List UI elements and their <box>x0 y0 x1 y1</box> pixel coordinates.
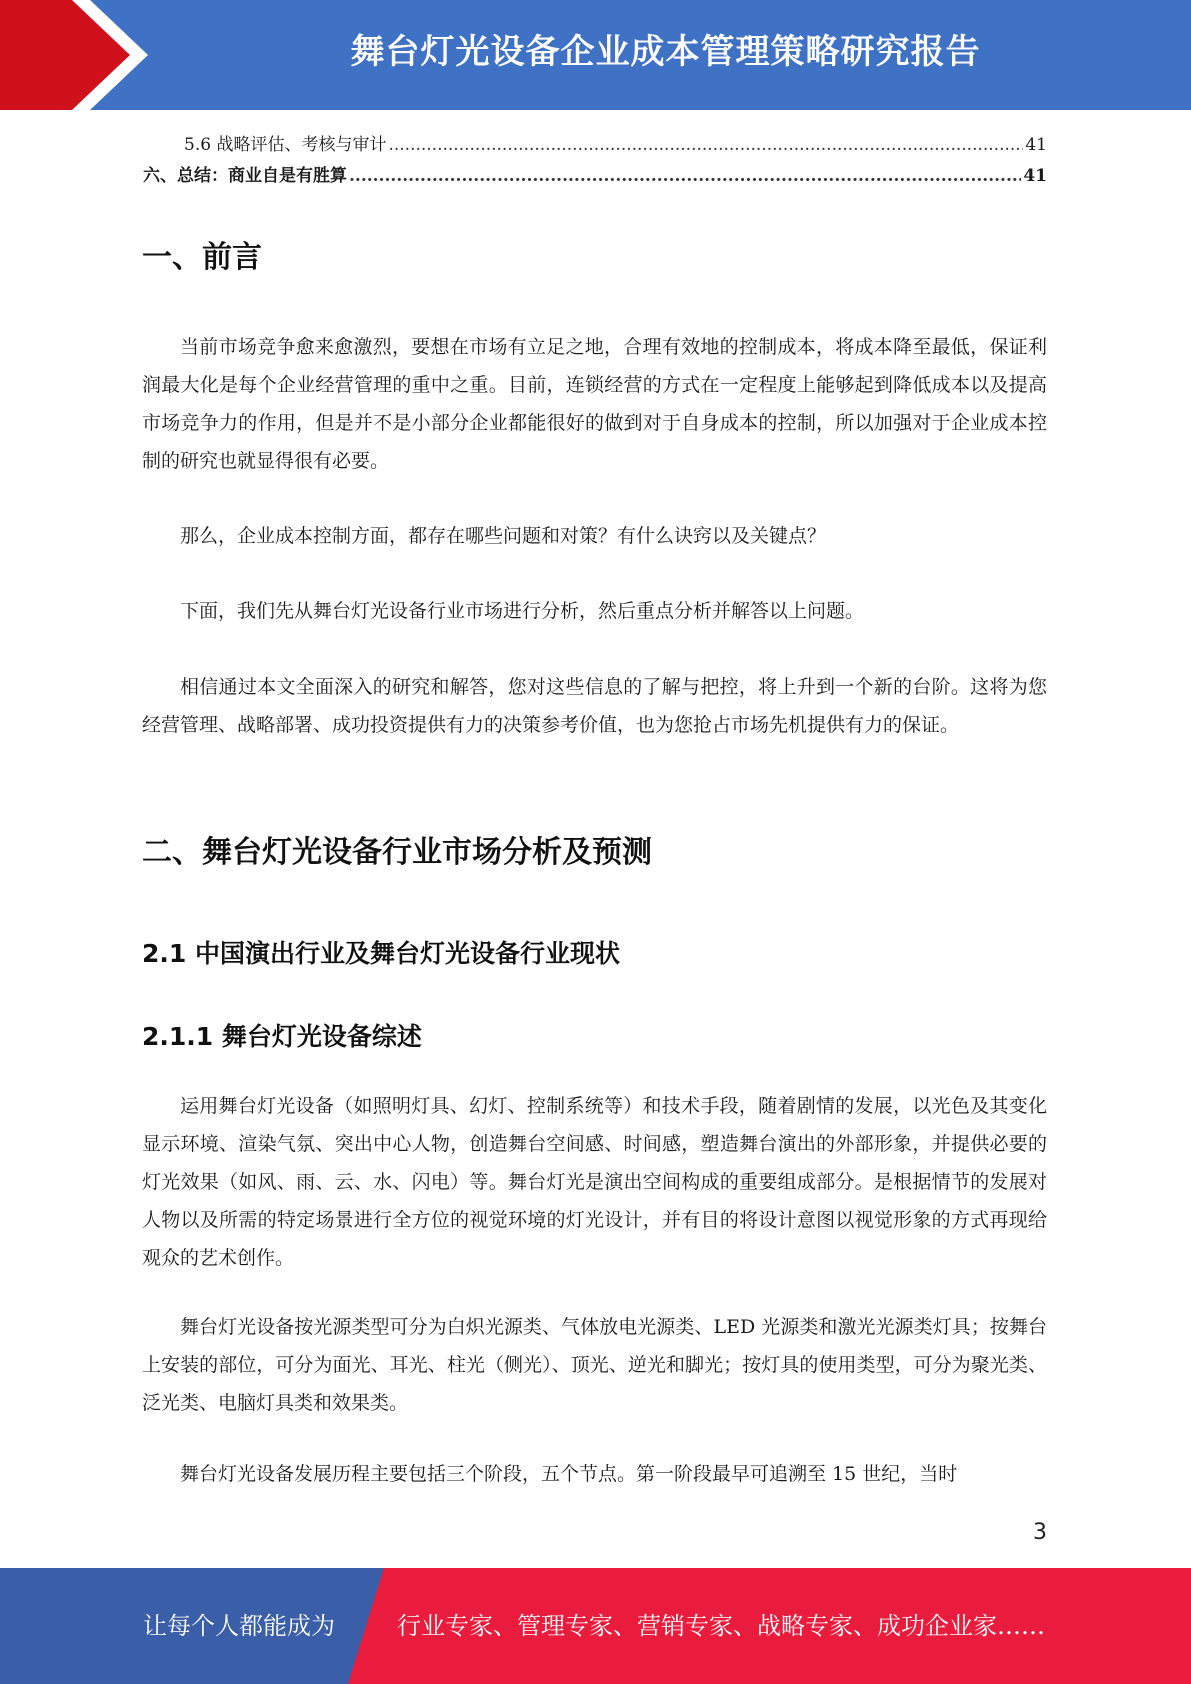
toc-entry-label: 六、总结：商业自是有胜算 <box>143 166 347 186</box>
section-heading-preface: 一、前言 <box>142 240 262 275</box>
report-title: 舞台灯光设备企业成本管理策略研究报告 <box>350 32 981 72</box>
toc-dot-leader <box>349 166 1021 186</box>
paragraph: 那么，企业成本控制方面，都存在哪些问题和对策？有什么诀窍以及关键点？ <box>180 525 827 547</box>
paragraph: 相信通过本文全面深入的研究和解答，您对这些信息的了解与把控，将上升到一个新的台阶。这将为您经营管理、战略部署、成功投资提供有力的决策参考价值，也为您抢占市场先机提供有力的保证。 <box>142 676 1047 736</box>
table-of-contents <box>143 130 1047 192</box>
footer-slogan-left: 让每个人都能成为 <box>143 1612 335 1640</box>
toc-entry-page: 41 <box>1023 166 1047 186</box>
subsection-heading: 2.1 中国演出行业及舞台灯光设备行业现状 <box>142 939 620 968</box>
toc-entry-label: 5.6 战略评估、考核与审计 <box>184 135 387 155</box>
paragraph: 舞台灯光设备发展历程主要包括三个阶段，五个节点。第一阶段最早可追溯至 15 世纪，当时 <box>180 1463 958 1485</box>
toc-entry[interactable] <box>143 130 1047 161</box>
toc-entry-page: 41 <box>1025 135 1047 155</box>
toc-dot-leader <box>388 135 1023 155</box>
page-footer <box>0 1568 1191 1684</box>
page-number: 3 <box>1033 1520 1047 1545</box>
paragraph: 下面，我们先从舞台灯光设备行业市场进行分析，然后重点分析并解答以上问题。 <box>180 600 865 622</box>
paragraph: 当前市场竞争愈来愈激烈，要想在市场有立足之地，合理有效地的控制成本，将成本降至最低，保证利润最大化是每个企业经营管理的重中之重。目前，连锁经营的方式在一定程度上能够起到降低成本以及提高市场竞争力的作用，但是并不是小部分企业都能很好的做到对于自身成本的控制，所以加强对于企业成本控制的研究也就显得很有必要。 <box>142 336 1047 472</box>
paragraph: 舞台灯光设备按光源类型可分为白炽光源类、气体放电光源类、LED 光源类和激光光源类灯具；按舞台上安装的部位，可分为面光、耳光、柱光（侧光）、顶光、逆光和脚光；按灯具的使用类型，可分为聚光类、泛光类、电脑灯具类和效果类。 <box>142 1316 1047 1414</box>
footer-slogan-right: 行业专家、管理专家、营销专家、战略专家、成功企业家…… <box>397 1612 1045 1640</box>
toc-entry[interactable] <box>143 161 1047 192</box>
subsubsection-heading: 2.1.1 舞台灯光设备综述 <box>142 1022 422 1051</box>
section-heading-market-analysis: 二、舞台灯光设备行业市场分析及预测 <box>142 835 652 870</box>
paragraph: 运用舞台灯光设备（如照明灯具、幻灯、控制系统等）和技术手段，随着剧情的发展，以光色及其变化显示环境、渲染气氛、突出中心人物，创造舞台空间感、时间感，塑造舞台演出的外部形象，并提供必要的灯光效果（如风、雨、云、水、闪电）等。舞台灯光是演出空间构成的重要组成部分。是根据情节的发展对人物以及所需的特定场景进行全方位的视觉环境的灯光设计，并有目的将设计意图以视觉形象的方式再现给观众的艺术创作。 <box>142 1095 1047 1269</box>
page-header <box>0 0 1191 110</box>
